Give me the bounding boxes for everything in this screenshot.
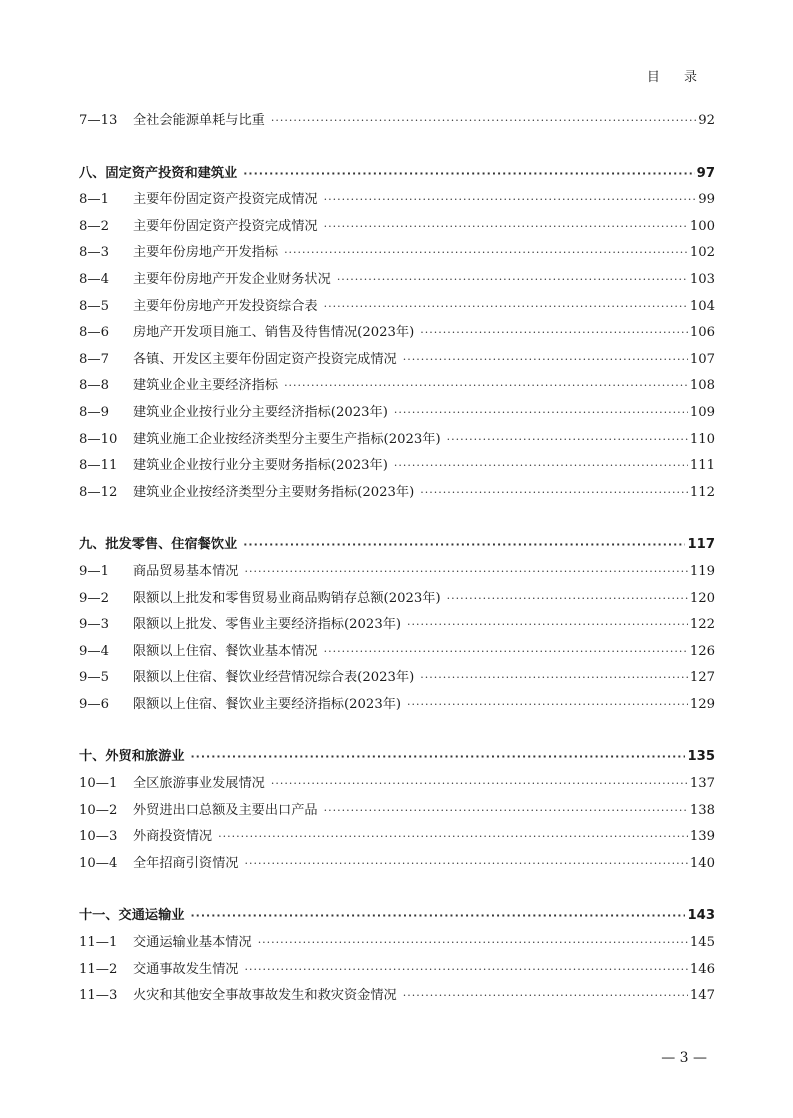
toc-entry[interactable] [79,983,715,1010]
section-title: 十一、交通运输业 [79,908,185,924]
toc-entry[interactable] [79,771,715,798]
entry-page: 140 [689,855,715,871]
dot-leader [284,373,688,400]
entry-number: 8—10 [79,431,118,447]
entry-page: 110 [689,431,715,447]
toc-entry[interactable] [79,957,715,984]
toc-entry[interactable] [79,267,715,294]
dot-leader [403,347,688,374]
dot-leader [271,771,688,798]
entry-page: 107 [689,351,715,367]
dot-leader [245,559,688,586]
entry-number: 8—4 [79,271,109,287]
dot-leader [407,692,688,719]
entry-page: 111 [689,458,715,474]
dot-leader [324,214,688,241]
entry-page: 127 [689,670,715,686]
dot-leader [243,161,694,188]
section-gap [79,718,715,744]
running-head: 目 录 [646,70,707,85]
entry-title: 限额以上批发和零售贸易业商品购销存总额(2023年) [133,590,441,606]
entry-page: 112 [689,484,715,500]
toc-entry[interactable] [79,187,715,214]
entry-title: 建筑业企业按行业分主要经济指标(2023年) [133,404,388,420]
toc-entry[interactable] [79,480,715,507]
entry-page: 92 [698,113,715,128]
entry-number: 8—6 [79,325,109,341]
entry-number: 10—2 [79,802,118,818]
entry-page: 126 [689,643,715,659]
entry-number: 10—3 [79,829,118,845]
toc-entry[interactable] [79,400,715,427]
section-title: 九、批发零售、住宿餐饮业 [79,537,238,553]
entry-title: 外商投资情况 [133,829,213,845]
entry-title: 建筑业企业按行业分主要财务指标(2023年) [133,458,388,474]
dot-leader [394,453,688,480]
dot-leader [324,294,688,321]
entry-number: 8—3 [79,245,109,261]
entry-title: 建筑业企业按经济类型分主要财务指标(2023年) [133,484,415,500]
entry-title: 全年招商引资情况 [133,855,239,871]
section-page: 143 [687,908,715,924]
entry-title: 主要年份固定资产投资完成情况 [133,192,318,208]
toc-entry[interactable] [79,851,715,878]
entry-page: 119 [689,563,715,579]
dot-leader [324,798,688,825]
toc-entry[interactable] [79,240,715,267]
entry-number: 9—3 [79,617,109,633]
dot-leader [191,744,686,771]
entry-title: 限额以上批发、零售业主要经济指标(2023年) [133,617,402,633]
entry-page: 106 [689,325,715,341]
entry-number: 8—8 [79,378,109,394]
entry-number: 9—2 [79,590,109,606]
toc-entry[interactable] [79,453,715,480]
dot-leader [337,267,688,294]
toc-entry[interactable] [79,559,715,586]
entry-page: 108 [689,378,715,394]
entry-page: 137 [689,776,715,792]
section-gap [79,135,715,161]
entry-page: 100 [689,218,715,234]
entry-number: 9—4 [79,643,109,659]
dot-leader [407,612,688,639]
entry-page: 139 [689,829,715,845]
toc-entry[interactable] [79,798,715,825]
entry-number: 9—5 [79,670,109,686]
entry-page: 102 [689,245,715,261]
section-page: 117 [687,537,715,553]
toc-entry[interactable] [79,930,715,957]
entry-title: 交通运输业基本情况 [133,935,252,951]
entry-page: 109 [689,404,715,420]
entry-title: 外贸进出口总额及主要出口产品 [133,802,318,818]
entry-number: 8—7 [79,351,109,367]
dot-leader [324,639,688,666]
entry-title: 交通事故发生情况 [133,961,239,977]
entry-title: 全区旅游事业发展情况 [133,776,265,792]
entry-page: 129 [689,696,715,712]
entry-number: 8—2 [79,218,109,234]
toc-entry[interactable] [79,665,715,692]
entry-page: 99 [698,192,715,208]
toc-entry[interactable] [79,427,715,454]
entry-page: 120 [689,590,715,606]
entry-page: 104 [689,298,715,314]
dot-leader [420,480,688,507]
toc-entry[interactable] [79,612,715,639]
entry-title: 主要年份房地产开发投资综合表 [133,298,318,314]
entry-number: 7—13 [79,113,118,128]
entry-title: 主要年份房地产开发指标 [133,245,279,261]
dot-leader [271,108,696,135]
dot-leader [324,187,697,214]
dot-leader [284,240,688,267]
toc-entry[interactable] [79,824,715,851]
toc-entry[interactable] [79,373,715,400]
dot-leader [191,903,686,930]
entry-page: 147 [689,988,715,1004]
toc-entry[interactable] [79,108,715,135]
entry-title: 限额以上住宿、餐饮业经营情况综合表(2023年) [133,670,415,686]
entry-number: 11—2 [79,961,118,977]
toc-section-heading[interactable] [79,903,715,930]
toc-entry[interactable] [79,347,715,374]
entry-number: 9—1 [79,563,109,579]
dot-leader [403,983,688,1010]
dot-leader [245,851,688,878]
toc-entry[interactable] [79,214,715,241]
entry-title: 限额以上住宿、餐饮业基本情况 [133,643,318,659]
toc-section-heading[interactable] [79,161,715,188]
entry-page: 103 [689,271,715,287]
dot-leader [258,930,688,957]
entry-title: 全社会能源单耗与比重 [133,113,265,128]
entry-number: 8—5 [79,298,109,314]
entry-page: 146 [689,961,715,977]
entry-title: 建筑业施工企业按经济类型分主要生产指标(2023年) [133,431,441,447]
dot-leader [394,400,688,427]
entry-number: 11—1 [79,935,118,951]
entry-page: 122 [689,617,715,633]
entry-page: 138 [689,802,715,818]
dot-leader [420,665,688,692]
toc-entry[interactable] [79,320,715,347]
toc-section-heading[interactable] [79,744,715,771]
section-gap [79,877,715,903]
dot-leader [447,586,688,613]
entry-title: 房地产开发项目施工、销售及待售情况(2023年) [133,325,415,341]
entry-title: 火灾和其他安全事故事故发生和救灾资金情况 [133,988,397,1004]
dot-leader [447,427,688,454]
entry-number: 11—3 [79,988,118,1004]
entry-title: 主要年份房地产开发企业财务状况 [133,271,331,287]
dot-leader [243,532,685,559]
toc-section-heading[interactable] [79,532,715,559]
entry-number: 9—6 [79,696,109,712]
entry-title: 商品贸易基本情况 [133,563,239,579]
entry-number: 8—12 [79,484,118,500]
entry-number: 8—9 [79,404,109,420]
section-page: 135 [687,749,715,765]
entry-number: 8—1 [79,192,109,208]
entry-title: 建筑业企业主要经济指标 [133,378,279,394]
entry-number: 8—11 [79,458,118,474]
section-gap [79,506,715,532]
dot-leader [420,320,688,347]
toc-entry[interactable] [79,692,715,719]
toc-entry[interactable] [79,294,715,321]
entry-page: 145 [689,935,715,951]
section-title: 八、固定资产投资和建筑业 [79,165,238,181]
entry-title: 限额以上住宿、餐饮业主要经济指标(2023年) [133,696,402,712]
section-title: 十、外贸和旅游业 [79,749,185,765]
dot-leader [218,824,688,851]
section-page: 97 [696,165,715,181]
entry-number: 10—4 [79,855,118,871]
toc-entry[interactable] [79,639,715,666]
table-of-contents [79,108,715,1010]
page-number: — 3 — [661,1050,707,1066]
entry-number: 10—1 [79,776,118,792]
entry-title: 各镇、开发区主要年份固定资产投资完成情况 [133,351,397,367]
entry-title: 主要年份固定资产投资完成情况 [133,218,318,234]
dot-leader [245,957,688,984]
toc-entry[interactable] [79,586,715,613]
